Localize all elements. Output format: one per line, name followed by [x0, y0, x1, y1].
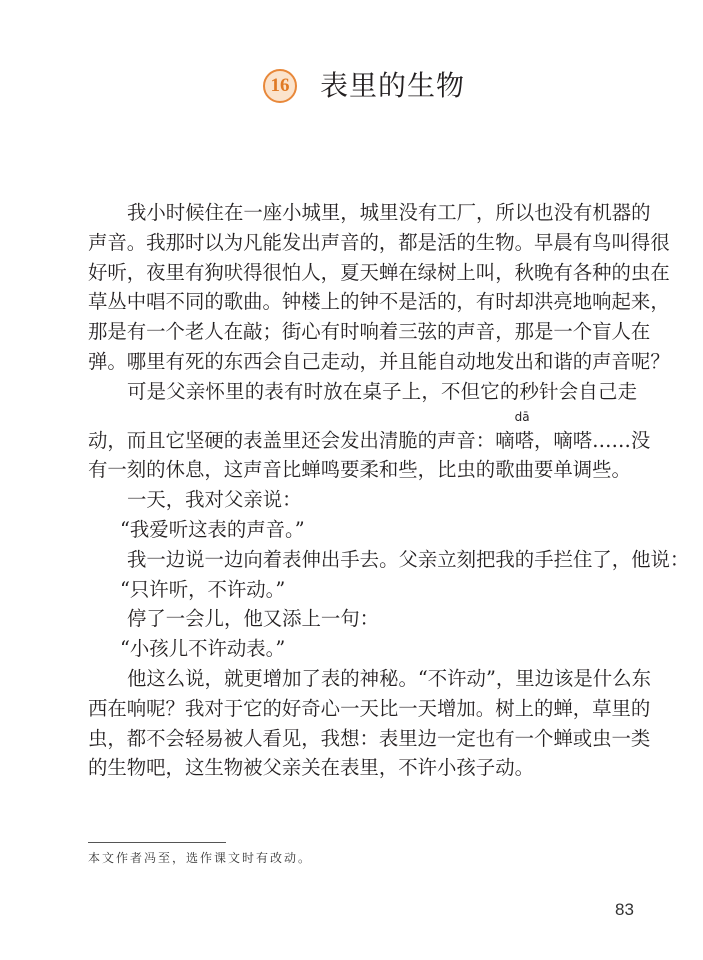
text-line: 我一边说一边向着表伸出手去。父亲立刻把我的手拦住了，他说： [127, 547, 690, 571]
text-line: 有一刻的休息，这声音比蝉鸣要柔和些，比虫的歌曲要单调些。 [88, 458, 631, 482]
footnote-divider [88, 842, 226, 843]
annotated-character [514, 409, 534, 456]
text-line: 我小时候住在一座小城里，城里没有工厂，所以也没有机器的 [127, 201, 651, 224]
character: 嗒 [514, 428, 534, 452]
text-line: 停了一会儿，他又添上一句： [127, 607, 380, 631]
text-line: 好听，夜里有狗吠得很怕人，夏天蝉在绿树上叫，秋晚有各种的虫在 [88, 260, 670, 284]
text-line: 那是有一个老人在敲；街心有时响着三弦的声音，那是一个盲人在 [88, 320, 651, 344]
lesson-number-badge: 16 [263, 69, 297, 103]
text-line: 一天，我对父亲说： [127, 488, 302, 512]
pinyin-annotation: dā [514, 409, 530, 424]
text-line: 可是父亲怀里的表有时放在桌子上，不但它的秒针会自己走 [127, 379, 637, 403]
text-line: 弹。哪里有死的东西会自己走动，并且能自动地发出和谐的声音呢？ [88, 349, 670, 373]
text-line: 草丛中唱不同的歌曲。钟楼上的钟不是活的，有时却洪亮地响起来， [88, 290, 670, 314]
text-segment: ，嘀嗒……没 [533, 428, 651, 452]
page-number: 83 [615, 900, 634, 919]
text-line: “只许听，不许动。” [120, 577, 286, 601]
lesson-body [88, 198, 690, 783]
text-line: 他这么说，就更增加了表的神秘。“不许动”，里边该是什么东 [127, 666, 651, 690]
text-line: 声音。我那时以为凡能发出声音的，都是活的生物。早晨有鸟叫得很 [88, 230, 670, 254]
text-line: 西在响呢？我对于它的好奇心一天比一天增加。树上的蝉，草里的 [88, 696, 651, 720]
text-segment: 动，而且它坚硬的表盖里还会发出清脆的声音：嘀 [88, 428, 515, 452]
lesson-heading [0, 66, 703, 108]
lesson-title: 表里的生物 [320, 69, 466, 102]
text-line: “小孩儿不许动表。” [120, 637, 286, 661]
text-line: “我爱听这表的声音。” [120, 517, 305, 541]
footnote: 本文作者冯至，选作课文时有改动。 [88, 851, 313, 865]
text-line-with-pinyin [88, 407, 651, 456]
text-line: 的生物吧，这生物被父亲关在表里，不许小孩子动。 [88, 756, 534, 780]
text-line: 虫，都不会轻易被人看见，我想：表里边一定也有一个蝉或虫一类 [88, 726, 651, 750]
